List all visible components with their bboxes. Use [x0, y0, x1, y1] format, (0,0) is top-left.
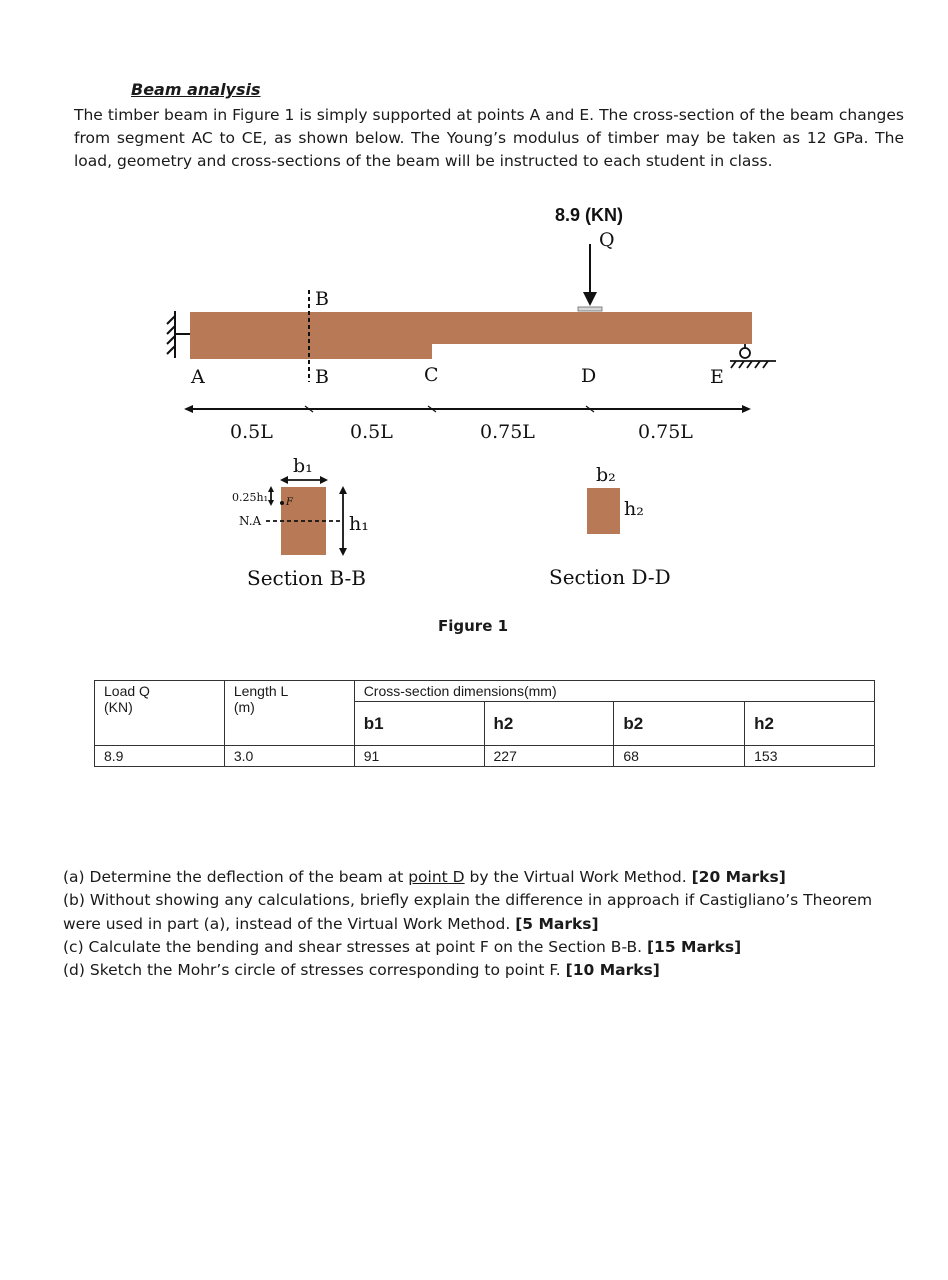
question-d-marks: [10 Marks] [565, 961, 660, 980]
section-bb-height-arrow-top [339, 486, 347, 494]
cell-length: 3.0 [224, 746, 354, 767]
span-label-3: 0.75L [480, 421, 535, 443]
subheader-h2-a: h2 [484, 702, 614, 746]
neutral-axis-label: N.A [239, 514, 262, 528]
header-length: Length L [233, 683, 289, 699]
beam-figure [0, 195, 948, 615]
parameters-table [94, 680, 875, 767]
question-a-text-end: by the Virtual Work Method. [464, 868, 692, 886]
span-label-2: 0.5L [350, 421, 393, 443]
question-a [63, 866, 903, 889]
section-bb-b1-label: b₁ [293, 455, 313, 477]
page-title: Beam analysis [131, 80, 261, 99]
point-d-label: D [581, 365, 597, 387]
cell-h2-a: 227 [484, 746, 614, 767]
question-d [63, 959, 903, 982]
question-a-text: (a) Determine the deflection of the beam at [63, 868, 409, 886]
load-symbol-label: Q [599, 229, 615, 251]
question-b-text: (b) Without showing any calculations, briefly explain the difference in approach if Castigliano’s Theorem were used in part (a), instead of the Virtual Work Method. [63, 891, 873, 933]
point-b-bottom-label: B [315, 366, 329, 388]
point-f-marker [280, 501, 284, 505]
subheader-b2: b2 [614, 702, 745, 746]
pin-support-a [167, 311, 190, 358]
section-bb-h1-label: h₁ [349, 513, 369, 535]
question-c [63, 936, 903, 959]
cell-b1: 91 [354, 746, 484, 767]
roller-support-e [730, 344, 776, 368]
questions-list [63, 866, 903, 982]
point-e-label: E [710, 366, 724, 388]
subheader-h2-b: h2 [745, 702, 875, 746]
figure-caption: Figure 1 [438, 617, 509, 635]
section-bb-width-arrow-right [320, 476, 328, 484]
question-a-point-d: point D [408, 868, 465, 886]
question-c-marks: [15 Marks] [646, 937, 742, 956]
load-arrow-head [583, 292, 597, 306]
question-a-marks: [20 Marks] [691, 868, 786, 886]
section-bb-height-arrow-bottom [339, 548, 347, 556]
table-header-row [95, 681, 875, 702]
section-bb-offset-arrow-bottom [268, 500, 274, 506]
cell-h2-b: 153 [745, 746, 875, 767]
span-label-1: 0.5L [230, 421, 273, 443]
point-b-top-label: B [315, 288, 329, 310]
header-cross-section: Cross-section dimensions(mm) [354, 681, 874, 702]
cell-load: 8.9 [95, 746, 225, 767]
point-f-label: F [286, 497, 293, 508]
intro-paragraph: The timber beam in Figure 1 is simply supported at points A and E. The cross-section of the beam changes from segment AC to CE, as shown below. The Young’s modulus of timber may be taken as 12 GPa. The load, geometry and cross-sections of the beam will be instructed to each student in class. [74, 106, 904, 170]
question-b [63, 889, 903, 936]
load-bearing-plate [578, 307, 602, 311]
question-c-text: (c) Calculate the bending and shear stresses at point F on the Section B-B. [63, 937, 647, 956]
header-length-cell [224, 681, 354, 746]
question-d-text: (d) Sketch the Mohr’s circle of stresses corresponding to point F. [63, 961, 566, 980]
question-b-marks: [5 Marks] [515, 914, 599, 933]
section-bb-offset-arrow-top [268, 486, 274, 492]
section-bb-offset-label: 0.25h₁ [232, 491, 268, 504]
section-dd-h2-label: h₂ [624, 498, 644, 520]
span-label-4: 0.75L [638, 421, 693, 443]
load-value-label: 8.9 (KN) [555, 205, 624, 225]
header-load: Load Q [104, 683, 150, 699]
section-bb-width-arrow-left [280, 476, 288, 484]
header-load-unit: (KN) [104, 699, 133, 715]
table-row [95, 746, 875, 767]
header-length-unit: (m) [233, 699, 255, 715]
section-bb-title: Section B-B [247, 566, 366, 590]
section-dd-title: Section D-D [549, 565, 671, 589]
span-dimension-line [184, 405, 751, 413]
header-load-cell [95, 681, 225, 746]
point-a-label: A [191, 366, 205, 388]
cell-b2: 68 [614, 746, 745, 767]
point-c-label: C [424, 364, 439, 386]
section-dd-b2-label: b₂ [596, 464, 616, 486]
beam-body [190, 312, 752, 359]
section-dd-rect [587, 488, 620, 534]
subheader-b1: b1 [354, 702, 484, 746]
